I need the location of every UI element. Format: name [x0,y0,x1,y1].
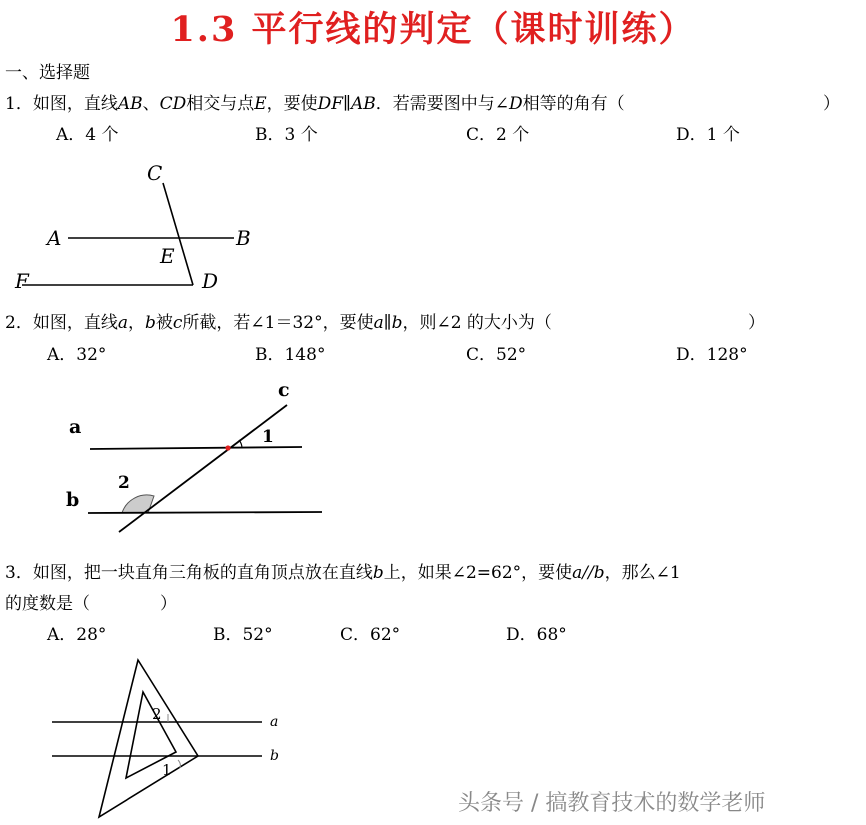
section-heading: 一、选择题 [5,63,90,83]
question-2-bracket: ） [748,313,765,333]
q1-option-c: C．2 个 [466,125,530,145]
q3-label-b: b [270,748,279,764]
q3-figure [0,650,300,825]
q2-option-d: D．128° [676,345,748,365]
q1-label-b: B [236,226,251,250]
q1-figure [0,150,270,295]
page-title: 1.3 平行线的判定（课时训练） [170,9,696,50]
q2-figure [0,370,340,520]
watermark: 头条号 / 搞教育技术的数学老师 [458,791,766,816]
q2-label-1: 1 [262,427,274,447]
q3-option-a: A．28° [47,625,107,645]
q2-option-b: B．148° [255,345,326,365]
question-1-bracket: ） [823,94,840,114]
q3-option-d: D．68° [506,625,567,645]
q3-option-b: B．52° [213,625,273,645]
q2-intersection-point [225,445,230,450]
q3-label-a: a [270,714,279,730]
question-1-stem: 1．如图，直线AB、CD相交与点E，要使DF∥AB．若需要图中与∠D相等的角有（ [5,94,625,114]
q2-option-a: A．32° [47,345,107,365]
q2-label-c: c [278,379,290,401]
q2-label-2: 2 [118,473,130,493]
question-3-stem-line-1: 3．如图，把一块直角三角板的直角顶点放在直线b上，如果∠2=62°，要使a//b，那么∠1 [5,563,681,583]
q1-option-d: D．1 个 [676,125,740,145]
q1-option-a: A．4 个 [56,125,119,145]
q2-label-b: b [66,489,80,511]
q3-label-2: 2 [152,705,162,723]
q1-option-b: B．3 个 [255,125,318,145]
q1-label-e: E [160,244,175,268]
question-3-bracket: ） [160,594,177,614]
q2-option-c: C．52° [466,345,527,365]
q3-label-1: 1 [162,761,172,779]
q1-label-f: F [15,269,29,293]
q1-label-a: A [47,226,62,250]
q1-label-c: C [147,161,163,185]
question-3-stem-line-2: 的度数是（ [5,594,90,614]
q3-option-c: C．62° [340,625,401,645]
question-2-stem: 2．如图，直线a，b被c所截，若∠1＝32°，要使a∥b，则∠2 的大小为（ [5,313,552,333]
q2-label-a: a [69,416,82,438]
q1-label-d: D [202,269,219,293]
